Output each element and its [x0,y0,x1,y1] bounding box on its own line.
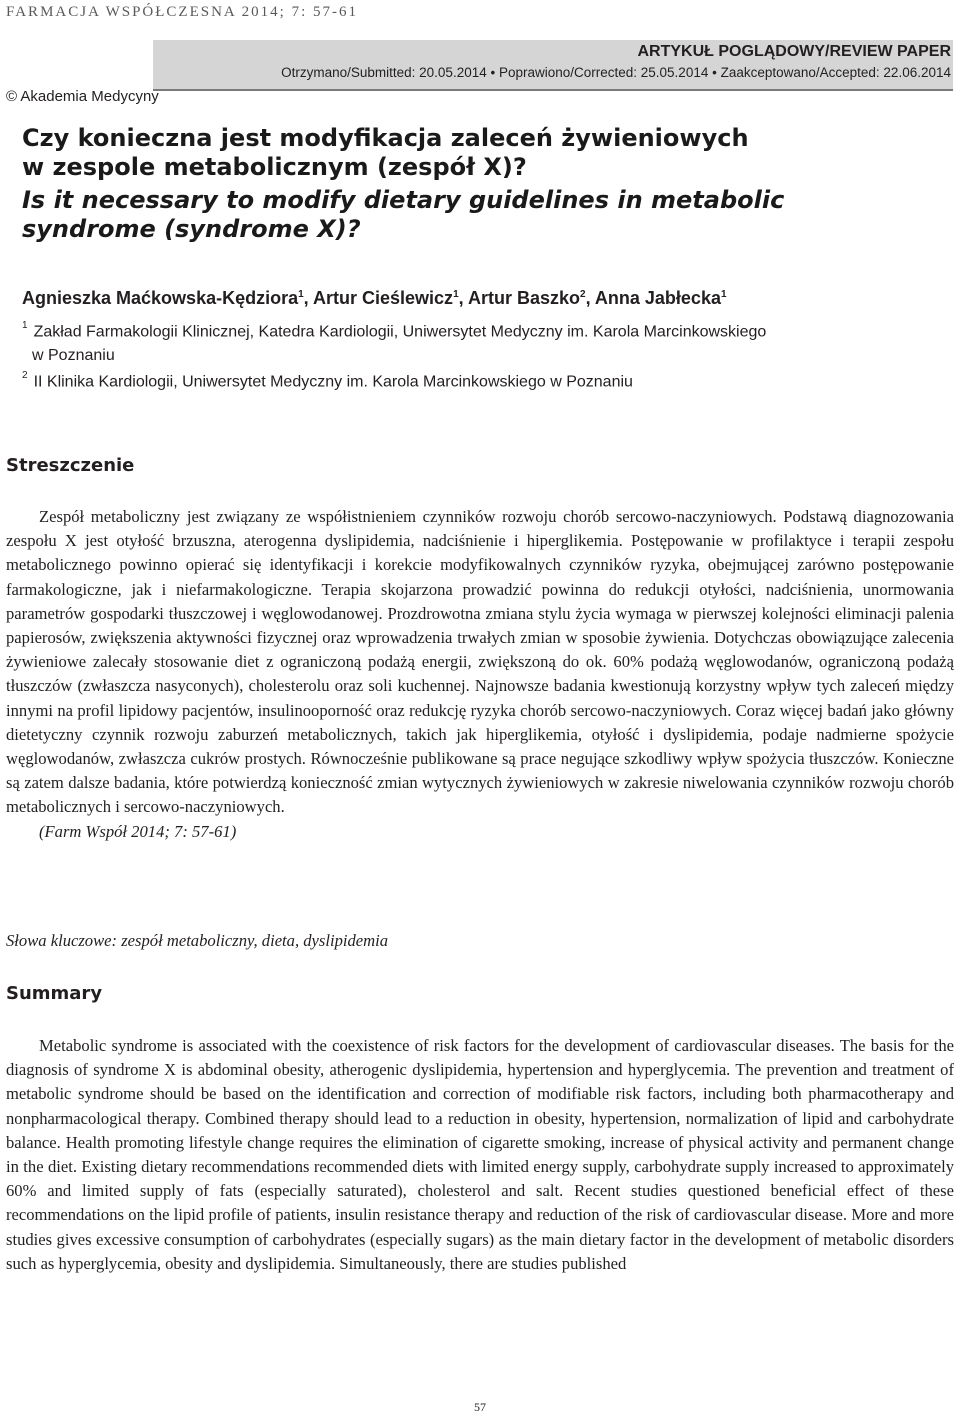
affiliation [22,316,942,368]
keywords: Słowa kluczowe: zespół metaboliczny, dieta, dyslipidemia [6,931,389,950]
author-list: Agnieszka Maćkowska-Kędziora$^1$, Artur Cieślewicz$^1$, Artur Baszko$^2$, Anna Jabłecka$^1$ [22,288,727,308]
title-polish-line1: Czy konieczna jest modyfikacja zaleceń żywieniowych [22,124,749,152]
abstract-heading-en: Summary [6,983,103,1004]
citation: (Farm Współ 2014; 7: 57-61) [39,821,237,841]
affiliation-text: II Klinika Kardiologii, Uniwersytet Medyczny im. Karola Marcinkowskiego w Poznaniu [33,373,633,391]
author-aff: 1 [720,289,727,300]
article-type: ARTYKUŁ POGLĄDOWY/REVIEW PAPER [637,43,951,60]
journal-header: FARMACJA WSPÓŁCZESNA 2014; 7: 57-61 [6,4,358,20]
copyright: © Akademia Medycyny [6,88,159,105]
page-number: 57 [474,1400,486,1414]
abstract-body-en [6,1034,954,1276]
abstract-heading-pl: Streszczenie [6,455,135,476]
title-english-line2: syndrome (syndrome X)? [22,215,361,243]
abstract-body-pl [6,505,954,844]
author-name: Agnieszka Maćkowska-Kędziora [22,288,299,308]
abstract-text-pl: Zespół metaboliczny jest związany ze współistnieniem czynników rozwoju chorób sercowo-naczyniowych. Podstawą diagnozowania zespołu X jest otyłość brzuszna, aterogenna dyslipidemia, nadciśnienie i hiperglikemia. Postępowanie w profilaktyce i terapii zespołu metabolicznego powinno opierać się identyfikacji i korekcie modyfikowalnych czynników ryzyka, obejmującej zarówno postępowanie farmakologiczne, jak i niefarmakologiczne. Terapia skojarzona prowadzić powinna do redukcji otyłości, nadciśnienia, unormowania parametrów gospodarki tłuszczowej i węglowodanowej. Prozdrowotna zmiana stylu życia wymaga w pierwszej kolejności eliminacji palenia papierosów, zwiększenia aktywności fizycznej oraz wprowadzenia trwałych zmian w sposobie żywienia. Dotychczas obowiązujące zalecenia żywieniowe zalecały stosowanie diet z ograniczoną podażą energii, zwiększoną do ok. 60% podażą węglowodanów, ograniczoną podażą tłuszczów (zwłaszcza nasyconych), cholesterolu oraz soli kuchennej. Najnowsze badania kwestionują korzystny wpływ tych zaleceń między innymi na profil lipidowy pacjentów, insulinooporność oraz redukcję ryzyka chorób sercowo-naczyniowych. Coraz więcej badań jako główny dietetyczny czynnik rozwoju zaburzeń metabolicznych, takich jak hiperglikemia, otyłość i dyslipidemia, podaje nadmierne spożycie węglowodanów, zwłaszcza cukrów prostych. Równocześnie publikowane są prace negujące szkodliwy wpływ spożycia tłuszczów. Konieczne są zatem dalsze badania, które potwierdzą konieczność zmian wytycznych żywieniowych w zakresie niwelowania czynników rozwoju chorób metabolicznych i sercowo-naczyniowych. [6,507,954,817]
affiliation [22,366,942,394]
author-name: Anna Jabłecka [594,288,721,308]
affiliation-number: 1 [22,320,28,331]
abstract-text-en: Metabolic syndrome is associated with the coexistence of risk factors for the development of cardiovascular diseases. The basis for the diagnosis of syndrome X is abdominal obesity, atherogenic dyslipidemia, hypertension and hyperglycemia. The prevention and treatment of metabolic syndrome should be based on the identification and correction of modifiable risk factors, including both pharmacotherapy and nonpharmacological therapy. Combined therapy should lead to a reduction in obesity, hypertension, normalization of lipid and carbohydrate balance. Health promoting lifestyle change requires the elimination of cigarette smoking, increase of physical activity and permanent change in the diet. Existing dietary recommendations recommended diets with limited energy supply, carbohydrate supply increased to approximately 60% and limited supply of fats (especially saturated), cholesterol and salt. Recent studies questioned beneficial effect of these recommendations on the lipid profile of patients, insulin resistance therapy and reduction of the risk of cardiovascular disease. More and more studies gives excessive consumption of carbohydrates (especially sugars) as the main dietary factor in the development of metabolic disorders such as hyperglycemia, obesity and dyslipidemia. Simultaneously, there are studies published [6,1036,954,1273]
author-name: Artur Cieślewicz [313,288,454,308]
title-polish-line2: w zespole metabolicznym (zespół X)? [22,153,527,181]
author-aff: 1 [298,289,304,300]
title-english [22,186,922,244]
author-aff: 1 [453,289,459,300]
author-name: Artur Baszko [467,288,580,308]
title-polish [22,124,922,182]
affiliation-number: 2 [22,370,28,381]
author-aff: 2 [580,289,586,300]
affiliation-text-cont: w Poznaniu [32,347,115,365]
affiliation-text: Zakład Farmakologii Klinicznej, Katedra Kardiologii, Uniwersytet Medyczny im. Karola Marcinkowskiego [33,323,767,341]
title-english-line1: Is it necessary to modify dietary guidelines in metabolic [22,186,785,214]
submission-dates: Otrzymano/Submitted: 20.05.2014 • Poprawiono/Corrected: 25.05.2014 • Zaakceptowano/Accepted: 22.06.2014 [281,65,951,80]
